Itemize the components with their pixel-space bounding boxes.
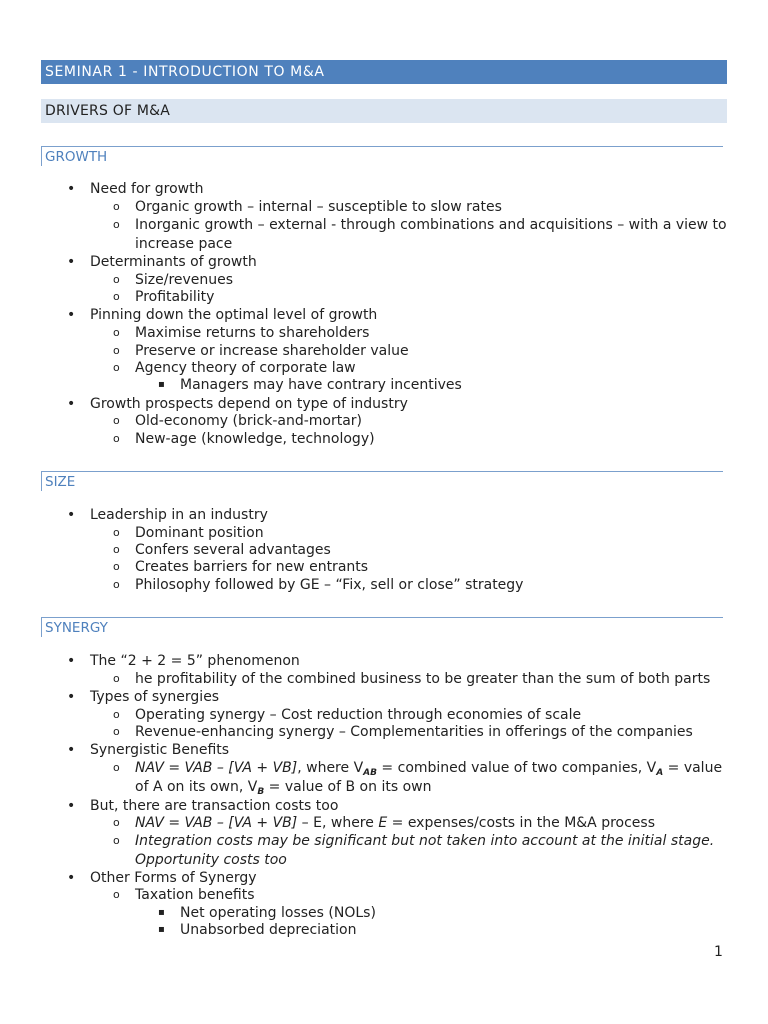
formula-text: , where V — [297, 760, 364, 776]
bullet-icon: o — [113, 816, 120, 829]
bullet-icon: • — [67, 742, 76, 758]
list-item: Need for growth — [90, 181, 204, 197]
bullet-icon: • — [67, 507, 76, 523]
bullet-icon: o — [113, 361, 120, 374]
list-item: Synergistic Benefits — [90, 742, 230, 758]
list-item: Old-economy (brick-and-mortar) — [135, 413, 363, 429]
growth-section-heading: GROWTH — [41, 146, 723, 166]
list-item: Types of synergies — [90, 689, 220, 705]
formula-text: = expenses/costs in the M&A process — [387, 815, 656, 831]
formula-text: of A on its own, V — [135, 779, 258, 795]
bullet-icon: o — [113, 708, 120, 721]
bullet-icon: o — [113, 432, 120, 445]
list-item: Revenue-enhancing synergy – Complementarities in offerings of the companies — [135, 724, 693, 740]
bullet-icon: o — [113, 414, 120, 427]
bullet-icon: • — [67, 181, 76, 197]
list-item: Organic growth – internal – susceptible to slow rates — [135, 199, 502, 215]
bullet-icon: o — [113, 888, 120, 901]
bullet-icon: • — [67, 689, 76, 705]
bullet-icon: • — [67, 798, 76, 814]
subscript: A — [656, 768, 664, 778]
list-item: Unabsorbed depreciation — [180, 922, 357, 938]
bullet-icon: o — [113, 344, 120, 357]
formula-text: = value of B on its own — [264, 779, 432, 795]
list-item: Integration costs may be significant but not taken into account at the initial stage. — [135, 833, 715, 849]
bullet-icon: o — [113, 526, 120, 539]
list-item: Growth prospects depend on type of industry — [90, 396, 408, 412]
nav-expenses-line — [135, 814, 655, 832]
list-item: Preserve or increase shareholder value — [135, 343, 409, 359]
bullet-icon: • — [67, 307, 76, 323]
list-item: Maximise returns to shareholders — [135, 325, 370, 341]
list-item: he profitability of the combined business to be greater than the sum of both parts — [135, 671, 711, 687]
subscript: AB — [363, 768, 377, 778]
list-item: Profitability — [135, 289, 215, 305]
formula-variable: E — [378, 815, 388, 831]
bullet-icon: o — [113, 200, 120, 213]
list-item: Other Forms of Synergy — [90, 870, 257, 886]
bullet-icon: • — [67, 396, 76, 412]
bullet-icon: o — [113, 578, 120, 591]
list-item: Confers several advantages — [135, 542, 331, 558]
list-item: Philosophy followed by GE – “Fix, sell or close” strategy — [135, 577, 524, 593]
list-item: Net operating losses (NOLs) — [180, 905, 376, 921]
bullet-icon: • — [67, 870, 76, 886]
list-item: Size/revenues — [135, 272, 234, 288]
list-item: New-age (knowledge, technology) — [135, 431, 375, 447]
bullet-icon: ▪ — [158, 924, 165, 935]
bullet-icon: o — [113, 273, 120, 286]
bullet-icon: o — [113, 560, 120, 573]
list-item: But, there are transaction costs too — [90, 798, 339, 814]
bullet-icon: o — [113, 761, 120, 774]
nav-formula: NAV = VAB – [VA + VB] — [135, 760, 298, 776]
formula-text: = value — [663, 760, 723, 776]
formula-text: = combined value of two companies, V — [376, 760, 657, 776]
seminar-title-heading: SEMINAR 1 - INTRODUCTION TO M&A — [41, 60, 727, 84]
list-item: Dominant position — [135, 525, 264, 541]
list-item: Inorganic growth – external - through combinations and acquisitions – with a view to — [135, 217, 727, 233]
bullet-icon: o — [113, 290, 120, 303]
bullet-icon: ▪ — [158, 907, 165, 918]
bullet-icon: ▪ — [158, 379, 165, 390]
bullet-icon: • — [67, 653, 76, 669]
size-section-heading: SIZE — [41, 471, 723, 491]
bullet-icon: • — [67, 254, 76, 270]
bullet-icon: o — [113, 672, 120, 685]
nav-formula: NAV = VAB – [VA + VB] — [135, 815, 298, 831]
list-item-continuation: increase pace — [135, 236, 233, 252]
list-item: Managers may have contrary incentives — [180, 377, 462, 393]
formula-text: – E, where — [297, 815, 379, 831]
list-item: Pinning down the optimal level of growth — [90, 307, 378, 323]
list-item-continuation: Opportunity costs too — [135, 852, 287, 868]
bullet-icon: o — [113, 725, 120, 738]
drivers-subheading: DRIVERS OF M&A — [41, 99, 727, 123]
page-number: 1 — [714, 944, 723, 960]
list-item: Agency theory of corporate law — [135, 360, 356, 376]
bullet-icon: o — [113, 326, 120, 339]
bullet-icon: o — [113, 543, 120, 556]
list-item: Operating synergy – Cost reduction through economies of scale — [135, 707, 582, 723]
bullet-icon: o — [113, 834, 120, 847]
synergy-section-heading: SYNERGY — [41, 617, 723, 637]
bullet-icon: o — [113, 218, 120, 231]
list-item: Taxation benefits — [135, 887, 255, 903]
list-item: Leadership in an industry — [90, 507, 268, 523]
list-item: The “2 + 2 = 5” phenomenon — [90, 653, 300, 669]
list-item: Creates barriers for new entrants — [135, 559, 369, 575]
subscript: B — [257, 787, 265, 797]
list-item: Determinants of growth — [90, 254, 257, 270]
